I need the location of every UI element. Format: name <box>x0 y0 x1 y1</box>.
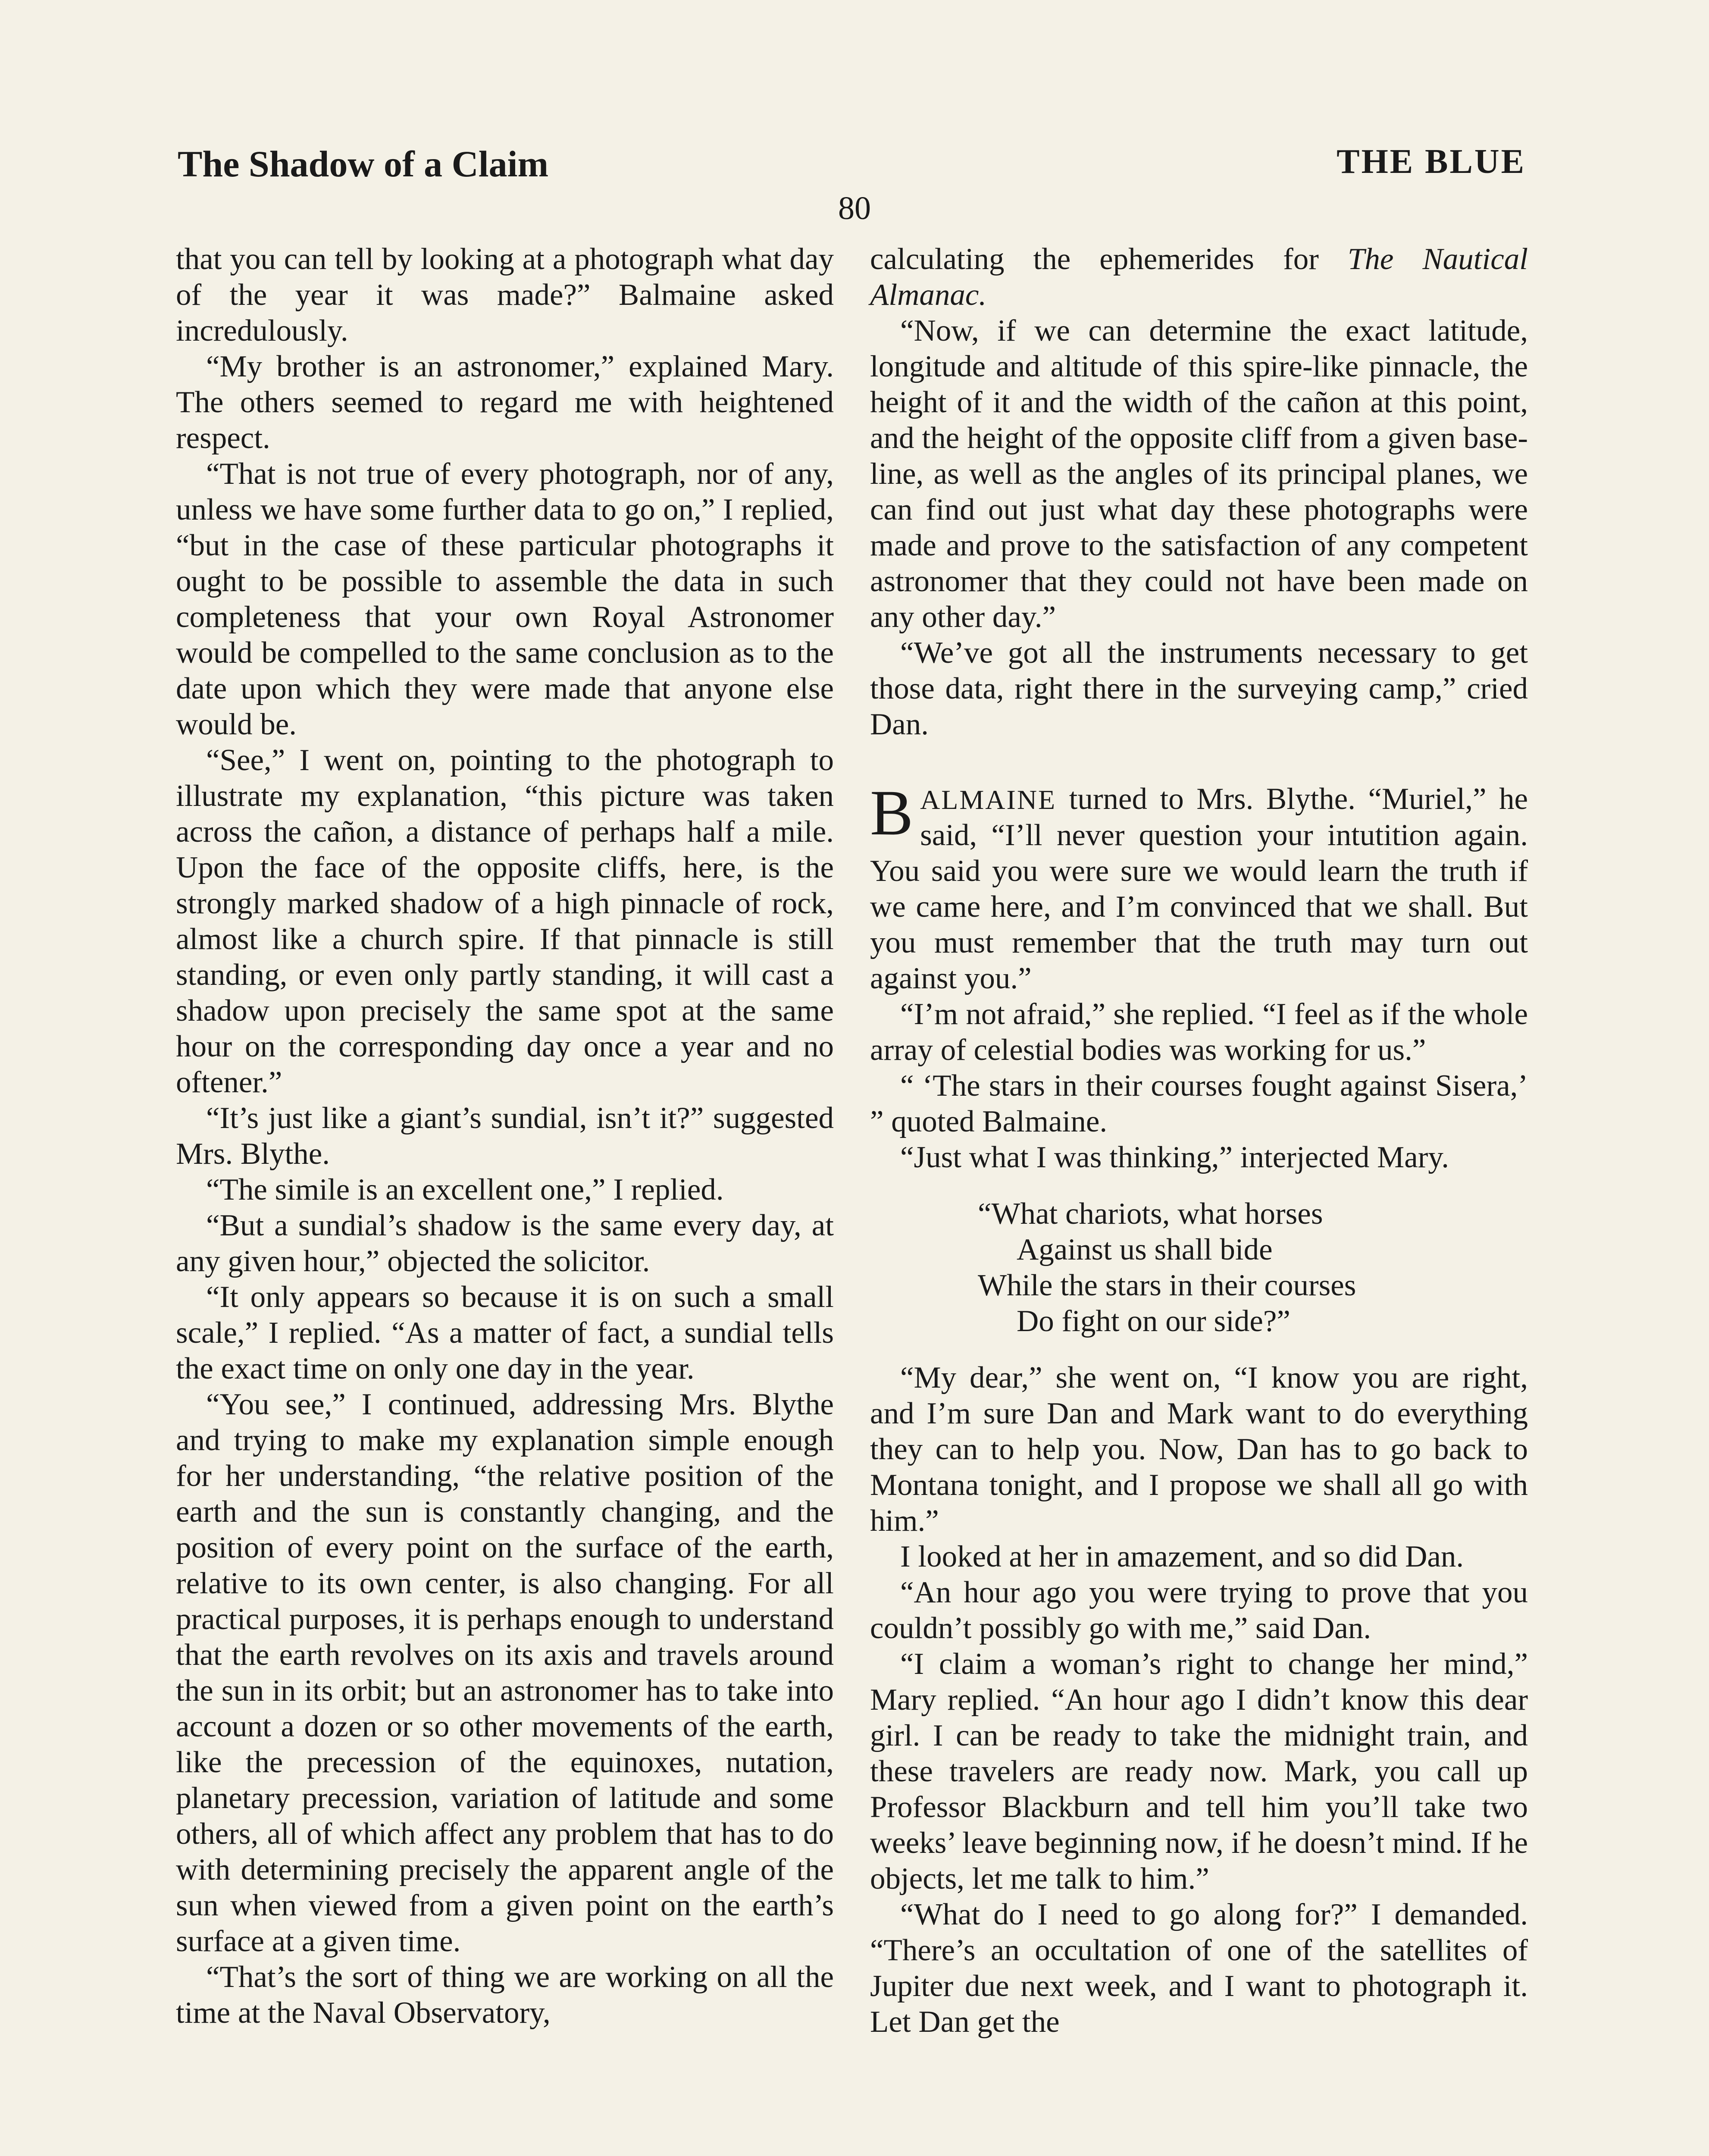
paragraph: “My dear,” she went on, “I know you are right, and I’m sure Dan and Mark want to do everything they can to help you. Now, Dan has to go back to Montana tonight, and I propose we shall all go with him.” <box>870 1361 1528 1538</box>
verse-quote <box>870 1196 1528 1339</box>
verse-line: “What chariots, what horses <box>978 1197 1323 1231</box>
verse-line: While the stars in their courses <box>978 1269 1356 1302</box>
paragraph: “The simile is an excellent one,” I replied. <box>206 1173 724 1206</box>
magazine-name: THE BLUE <box>1337 143 1526 181</box>
paragraph-text: turned to Mrs. Blythe. “Muriel,” he said, “I’ll never question your intutition again. You said you were sure we would learn the truth if we came here, and I’m convinced that we shall. But you must remember that the truth may turn out against you.” <box>870 782 1528 995</box>
paragraph: “See,” I went on, pointing to the photograph to illustrate my explanation, “this picture was taken across the cañon, a distance of perhaps half a mile. Upon the face of the opposite cliffs, here, is the strongly marked shadow of a high pinnacle of rock, almost like a church spire. If that pinnacle is still standing, or even only partly standing, it will cast a shadow upon precisely the same spot at the same hour on the corresponding day once a year and no oftener.” <box>176 743 834 1099</box>
almanac-title: The Nautical Almanac. <box>870 242 1528 312</box>
paragraph: “Just what I was thinking,” interjected Mary. <box>900 1141 1449 1174</box>
drop-cap-smallcaps: ALMAINE <box>920 784 1057 815</box>
verse-line: Against us shall bide <box>1017 1233 1273 1266</box>
paragraph: “That is not true of every photograph, nor of any, unless we have some further data to go on,” I replied, “but in the case of these particular photographs it ought to be possible to assemble the data in such completeness that your own Royal Astronomer would be compelled to the same conclusion as to the date upon which they were made that anyone else would be. <box>176 457 834 741</box>
paragraph: “I’m not afraid,” she replied. “I feel as if the whole array of celestial bodies was working for us.” <box>870 997 1528 1067</box>
almanac-text: calculating the ephemerides for <box>870 242 1348 276</box>
paragraph: that you can tell by looking at a photograph what day of the year it was made?” Balmaine asked incredulously. <box>176 242 834 348</box>
paragraph: “I claim a woman’s right to change her mind,” Mary replied. “An hour ago I didn’t know this dear girl. I can be ready to take the midnight train, and these travelers are ready now. Mark, you call up Professor Blackburn and tell him you’ll take two weeks’ leave beginning now, if he doesn’t mind. If he objects, let me talk to him.” <box>870 1647 1528 1896</box>
paragraph: “You see,” I continued, addressing Mrs. Blythe and trying to make my explanation simple enough for her understanding, “the relative position of the earth and the sun is constantly changing, and the position of every point on the surface of the earth, relative to its own center, is also changing. For all practical purposes, it is perhaps enough to understand that the earth revolves on its axis and travels around the sun in its orbit; but an astronomer has to take into account a dozen or so other movements of the earth, like the precession of the equinoxes, nutation, planetary precession, variation of latitude and some others, all of which affect any problem that has to do with determining precisely the apparent angle of the sun when viewed from a given point on the earth’s surface at a given time. <box>176 1388 834 1958</box>
paragraph: “But a sundial’s shadow is the same every day, at any given hour,” objected the solicitor. <box>176 1209 834 1278</box>
verse-line: Do fight on our side?” <box>1017 1304 1290 1338</box>
right-column <box>870 241 1528 2040</box>
section-opening-paragraph <box>870 777 1528 997</box>
story-title: The Shadow of a Claim <box>178 143 549 185</box>
paragraph: “What do I need to go along for?” I demanded. “There’s an occultation of one of the satellites of Jupiter due next week, and I want to photograph it. Let Dan get the <box>870 1898 1528 2039</box>
paragraph: “My brother is an astronomer,” explained Mary. The others seemed to regard me with heightened respect. <box>176 350 834 455</box>
paragraph: “It’s just like a giant’s sundial, isn’t it?” suggested Mrs. Blythe. <box>176 1101 834 1171</box>
paragraph: “ ‘The stars in their courses fought against Sisera,’ ” quoted Balmaine. <box>870 1069 1528 1138</box>
paragraph: “We’ve got all the instruments necessary to get those data, right there in the surveying camp,” cried Dan. <box>870 636 1528 741</box>
paragraph: “That’s the sort of thing we are working on all the time at the Naval Observatory, <box>176 1960 834 2030</box>
left-column <box>176 241 834 2031</box>
page-number: 80 <box>838 190 871 226</box>
paragraph: I looked at her in amazement, and so did Dan. <box>900 1540 1464 1573</box>
paragraph: “An hour ago you were trying to prove that you couldn’t possibly go with me,” said Dan. <box>870 1576 1528 1645</box>
paragraph: “It only appears so because it is on such a small scale,” I replied. “As a matter of fact, a sundial tells the exact time on only one day in the year. <box>176 1280 834 1385</box>
drop-cap: B <box>870 777 914 849</box>
paragraph-almanac <box>870 241 1528 313</box>
paragraph: “Now, if we can determine the exact latitude, longitude and altitude of this spire-like pinnacle, the height of it and the width of the cañon at this point, and the height of the opposite cliff from a given base-line, as well as the angles of its principal planes, we can find out just what day these photographs were made and prove to the satisfaction of any competent astronomer that they could not have been made on any other day.” <box>870 314 1528 634</box>
